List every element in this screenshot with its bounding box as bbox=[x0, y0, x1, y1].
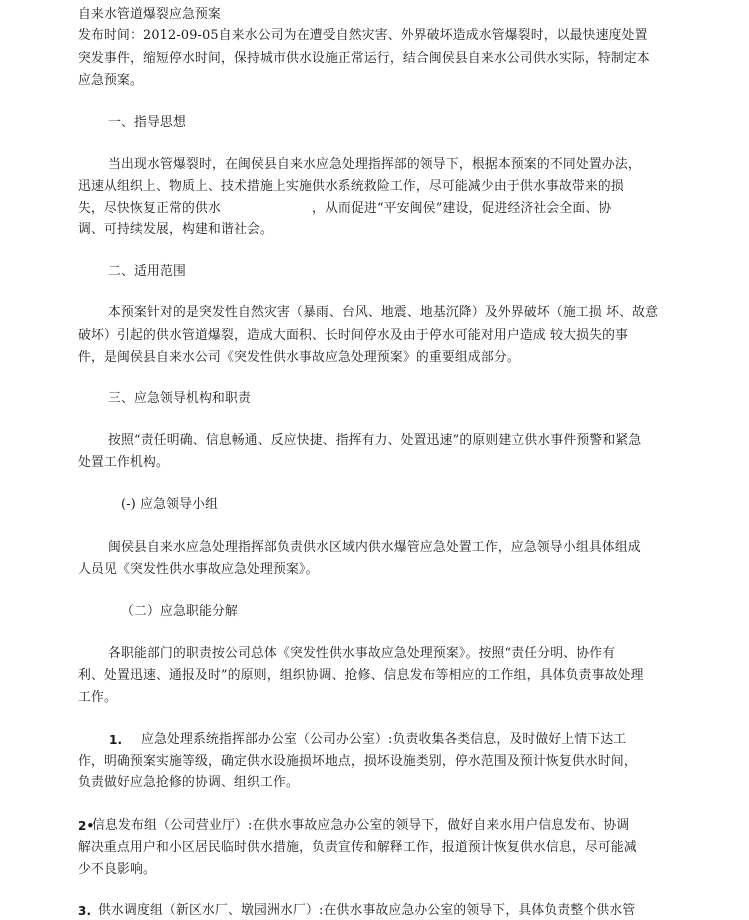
section-1-line-3b: ，从而促进“平安闽侯”建设，促进经济社会全面、协 bbox=[312, 201, 612, 216]
intro-line-1: 发布时间：2012-09-05自来水公司为在遭受自然灾害、外界破坏造成水管爆裂时，以最快速度处置 bbox=[78, 28, 648, 43]
section-2-line-1: 本预案针对的是突发性自然灾害（暴雨、台风、地震、地基沉降）及外界破坏（施工损 坏、故意 bbox=[108, 305, 659, 320]
item-2-number: 2• bbox=[78, 819, 95, 833]
section-1-line-1: 当出现水管爆裂时，在闽侯县自来水应急处理指挥部的领导下，根据本预案的不同处置办法， bbox=[108, 157, 641, 172]
section-3-line-2: 处置工作机构。 bbox=[78, 455, 169, 470]
subsection-1-line-1: 闽侯县自来水应急处理指挥部负责供水区域内供水爆管应急处置工作，应急领导小组具体组成 bbox=[108, 540, 641, 555]
section-1-heading: 一、指导思想 bbox=[108, 115, 186, 130]
section-2-heading: 二、适用范围 bbox=[108, 264, 186, 279]
section-3-line-1: 按照“责任明确、信息畅通、反应快捷、指挥有力、处置迅速”的原则建立供水事件预警和紧急 bbox=[108, 433, 642, 448]
item-2-line-1: 信息发布组（公司营业厅）:在供水事故应急办公室的领导下，做好自来水用户信息发布、协调 bbox=[92, 818, 630, 833]
item-1-line-2: 作，明确预案实施等级，确定供水设施损坏地点，损坏设施类别，停水范围及预计恢复供水时间， bbox=[78, 754, 637, 769]
subsection-2-line-1: 各职能部门的职责按公司总体《突发性供水事故应急处理预案》。按照“责任分明、协作有 bbox=[108, 646, 616, 661]
subsection-2-line-2: 利、处置迅速、通报及时”的原则，组织协调、抢修、信息发布等相应的工作组，具体负责事故处理 bbox=[78, 668, 644, 683]
item-3-number: 3. bbox=[78, 904, 92, 918]
subsection-1-heading: (-) 应急领导小组 bbox=[121, 497, 219, 512]
subsection-2-line-3: 工作。 bbox=[78, 690, 117, 705]
document-title: 自来水管道爆裂应急预案 bbox=[78, 7, 221, 22]
intro-line-3: 应急预案。 bbox=[78, 73, 143, 88]
section-2-line-3: 件，是闽侯县自来水公司《突发性供水事故应急处理预案》的重要组成部分。 bbox=[78, 350, 520, 365]
section-2-line-2: 破坏）引起的供水管道爆裂，造成大面积、长时间停水及由于停水可能对用户造成 较大损失的事 bbox=[78, 328, 629, 343]
item-2-line-2: 解决重点用户和小区居民临时供水措施，负责宣传和解释工作，报道预计恢复供水信息，尽可能减 bbox=[78, 840, 637, 855]
section-1-line-4: 调、可持续发展，构建和谐社会。 bbox=[78, 222, 273, 237]
section-1-line-2: 迅速从组织上、物质上、技术措施上实施供水系统救险工作，尽可能减少由于供水事故带来的损 bbox=[78, 179, 624, 194]
item-1-number: 1. bbox=[109, 733, 123, 747]
item-2-line-3: 少不良影响。 bbox=[78, 862, 156, 877]
item-1-line-3: 负责做好应急抢修的协调、组织工作。 bbox=[78, 775, 299, 790]
intro-line-2: 突发事件，缩短停水时间，保持城市供水设施正常运行，结合闽侯县自来水公司供水实际，特制定本 bbox=[78, 51, 650, 66]
subsection-2-heading: （二）应急职能分解 bbox=[121, 604, 238, 619]
subsection-1-line-2: 人员见《突发性供水事故应急处理预案》。 bbox=[78, 562, 319, 577]
item-3-line-1: 供水调度组（新区水厂、墩园洲水厂）:在供水事故应急办公室的领导下，具体负责整个供水管 bbox=[98, 903, 636, 918]
section-1-line-3a: 失，尽快恢复正常的供水 bbox=[78, 201, 221, 216]
section-3-heading: 三、应急领导机构和职责 bbox=[108, 391, 251, 406]
item-1-line-1: 应急处理系统指挥部办公室（公司办公室）:负责收集各类信息，及时做好上情下达工 bbox=[141, 732, 627, 747]
